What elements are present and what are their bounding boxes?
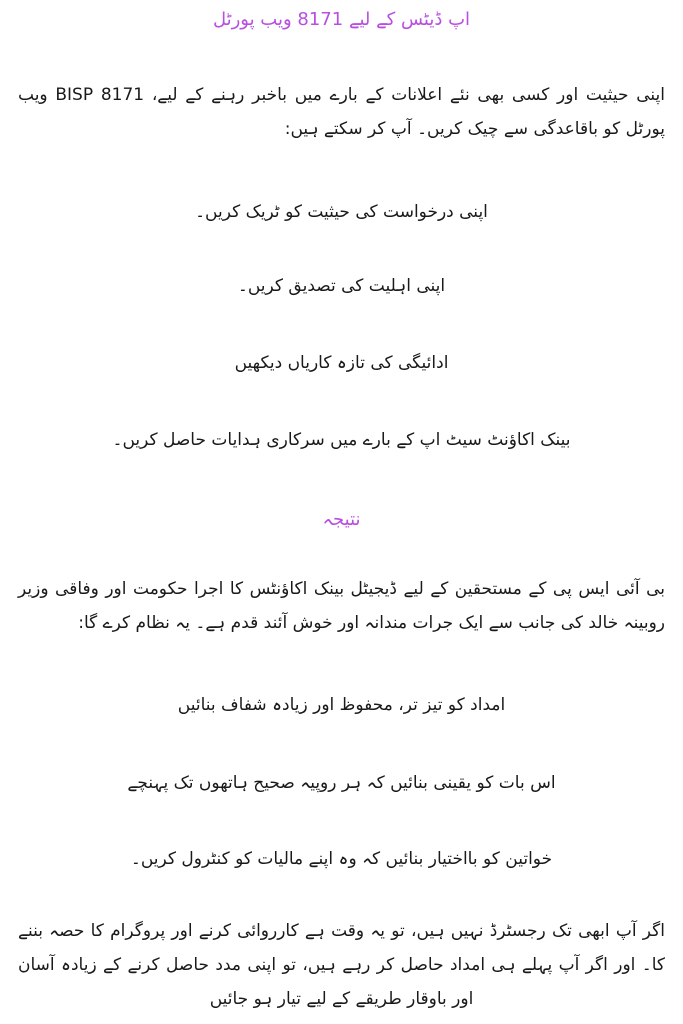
updates-list-item: ادائیگی کی تازہ کاریاں دیکھیں bbox=[234, 353, 449, 373]
conclusion-intro-paragraph: بی آئی ایس پی کے مستحقین کے لیے ڈیجیٹل بینک اکاؤنٹس کا اجرا حکومت اور وفاقی وزیر روبینہ خالد کی جانب سے ایک جرات مندانہ اور خوش آئند قدم ہے۔ یہ نظام کرے گا: bbox=[18, 579, 665, 633]
updates-list-item: بینک اکاؤنٹ سیٹ اپ کے بارے میں سرکاری ہدایات حاصل کریں۔ bbox=[112, 430, 571, 450]
updates-list-item: اپنی درخواست کی حیثیت کو ٹریک کریں۔ bbox=[195, 202, 488, 222]
updates-intro-paragraph: اپنی حیثیت اور کسی بھی نئے اعلانات کے بارے میں باخبر رہنے کے لیے، BISP 8171 ویب پورٹل کو باقاعدگی سے چیک کریں۔ آپ کر سکتے ہیں: bbox=[18, 85, 666, 139]
conclusion-heading: نتیجہ bbox=[322, 509, 361, 530]
conclusion-list-item: خواتین کو بااختیار بنائیں کہ وہ اپنے مالیات کو کنٹرول کریں۔ bbox=[130, 849, 553, 869]
closing-paragraph: اگر آپ ابھی تک رجسٹرڈ نہیں ہیں، تو یہ وقت ہے کارروائی کرنے اور پروگرام کا حصہ بننے کا۔ اور اگر آپ پہلے ہی امداد حاصل کر رہے ہیں، تو اپنی مدد حاصل کرنے کے زیادہ آسان اور باوقار طریقے کے لیے تیار ہو جائیں bbox=[18, 921, 665, 1009]
conclusion-list-item: امداد کو تیز تر، محفوظ اور زیادہ شفاف بنائیں bbox=[177, 695, 506, 715]
updates-list-item: اپنی اہلیت کی تصدیق کریں۔ bbox=[237, 276, 446, 296]
conclusion-list-item: اس بات کو یقینی بنائیں کہ ہر روپیہ صحیح ہاتھوں تک پہنچے bbox=[127, 773, 556, 793]
updates-heading: اپ ڈیٹس کے لیے 8171 ویب پورٹل bbox=[212, 9, 471, 30]
